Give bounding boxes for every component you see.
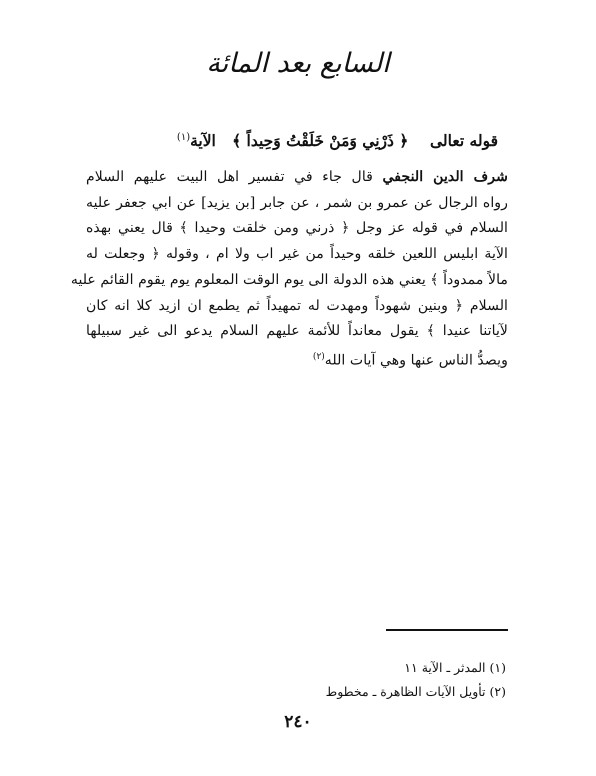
body-line: السلام ﴿ وبنين شهوداً ومهدت له تمهيداً ثم يطمع ان ازيد كلا انه كان: [86, 297, 508, 314]
body-line: [86, 345, 508, 374]
chapter-title: السابع بعد المائة: [206, 48, 390, 79]
footnote-1: (١) المدثر ـ الآية ١١: [404, 660, 506, 675]
body-line: رواه الرجال عن عمرو بن شمر ، عن جابر [بن يزيد] عن ابي جعفر عليه: [86, 194, 508, 211]
verse-ayah-word: الآية: [190, 131, 216, 150]
footnote-2: (٢) تأويل الآيات الظاهرة ـ مخطوط: [325, 684, 506, 699]
body-line: [86, 165, 508, 191]
body-line-text: ويصدُّ الناس عنها وهي آيات الله: [324, 352, 508, 369]
author-name: شرف الدين النجفي: [382, 169, 509, 185]
body-line: مالاً ممدوداً ﴾ يعني هذه الدولة الى يوم الوقت المعلوم يوم يقوم القائم عليه: [70, 271, 508, 288]
verse-heading: [88, 131, 498, 150]
verse-intro: قوله تعالى: [429, 131, 498, 150]
body-line: السلام في قوله عز وجل ﴿ ذرني ومن خلقت وحيدا ﴾ قال يعني بهذه: [86, 220, 508, 237]
verse-quote: ﴿ ذَرْنِي وَمَنْ خَلَقْتُ وَحِيداً ﴾: [232, 131, 409, 150]
footnote-ref-1: (١): [176, 131, 191, 143]
footnotes: [206, 656, 506, 704]
body-line: لآياتنا عنيدا ﴾ يقول معانداً للأئمة عليهم السلام يدعو الى غير سبيلها: [86, 323, 508, 340]
footnote-ref-2: (٢): [312, 351, 325, 362]
body-line-text: قال جاء في تفسير اهل البيت عليهم السلام: [86, 169, 383, 185]
body-line: الآية ابليس اللعين خلقه وحيداً من غير اب ولا ام ، وقوله ﴿ وجعلت له: [86, 246, 508, 263]
page-number: ٢٤٠: [284, 712, 312, 732]
footnote-separator: [386, 629, 508, 631]
body-paragraph: [70, 165, 509, 374]
